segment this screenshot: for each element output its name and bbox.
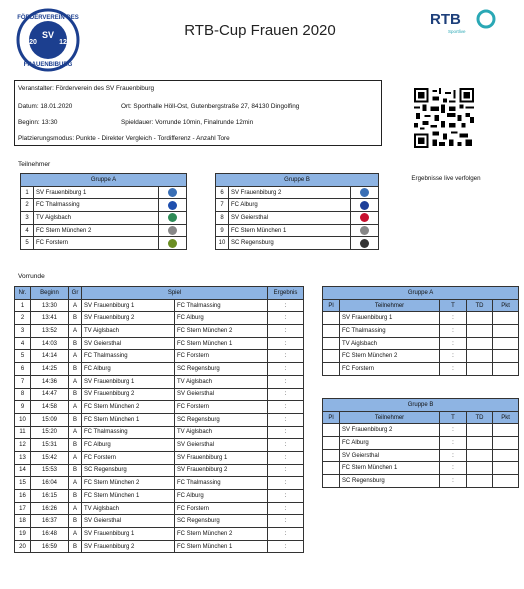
standings-place bbox=[323, 312, 340, 325]
match-result: : bbox=[268, 325, 304, 338]
team-row bbox=[21, 186, 187, 199]
match-group: B bbox=[69, 413, 82, 426]
team-number: 10 bbox=[216, 237, 229, 250]
team-row bbox=[21, 224, 187, 237]
match-number: 11 bbox=[15, 426, 31, 439]
match-row bbox=[15, 540, 304, 553]
rtb-logo bbox=[426, 8, 498, 36]
standings-place bbox=[323, 475, 340, 488]
match-group: A bbox=[69, 477, 82, 490]
match-time: 14:36 bbox=[31, 375, 69, 388]
group-a-heading: Gruppe A bbox=[21, 174, 187, 187]
match-row bbox=[15, 502, 304, 515]
match-number: 8 bbox=[15, 388, 31, 401]
match-number: 2 bbox=[15, 312, 31, 325]
match-time: 14:03 bbox=[31, 337, 69, 350]
match-time: 15:53 bbox=[31, 464, 69, 477]
team-name: FC Alburg bbox=[229, 199, 351, 212]
match-home-team: SV Frauenbiburg 1 bbox=[82, 528, 175, 541]
standings-team: FC Forstern bbox=[340, 363, 440, 376]
match-row bbox=[15, 363, 304, 376]
match-home-team: SV Frauenbiburg 2 bbox=[82, 312, 175, 325]
match-number: 19 bbox=[15, 528, 31, 541]
match-group: A bbox=[69, 375, 82, 388]
team-name: SV Frauenbiburg 1 bbox=[34, 186, 159, 199]
match-home-team: SV Frauenbiburg 2 bbox=[82, 540, 175, 553]
team-name: FC Thalmassing bbox=[34, 199, 159, 212]
match-result: : bbox=[268, 464, 304, 477]
match-result: : bbox=[268, 528, 304, 541]
match-time: 16:48 bbox=[31, 528, 69, 541]
col-pkt: Pkt bbox=[493, 411, 519, 424]
standings-points bbox=[493, 337, 519, 350]
match-number: 14 bbox=[15, 464, 31, 477]
match-home-team: FC Thalmassing bbox=[82, 350, 175, 363]
standings-place bbox=[323, 462, 340, 475]
match-group: B bbox=[69, 388, 82, 401]
standings-a-heading: Gruppe A bbox=[323, 287, 519, 300]
standings-place bbox=[323, 325, 340, 338]
col-pkt: Pkt bbox=[493, 299, 519, 312]
match-group: A bbox=[69, 299, 82, 312]
team-crest-icon bbox=[168, 188, 177, 197]
standings-place bbox=[323, 337, 340, 350]
qr-caption: Ergebnisse live verfolgen bbox=[411, 175, 481, 182]
match-number: 10 bbox=[15, 413, 31, 426]
match-away-team: FC Alburg bbox=[175, 490, 268, 503]
match-number: 9 bbox=[15, 401, 31, 414]
match-result: : bbox=[268, 439, 304, 452]
team-logo-cell bbox=[351, 199, 379, 212]
col-teilnehmer: Teilnehmer bbox=[340, 299, 440, 312]
match-number: 5 bbox=[15, 350, 31, 363]
match-group: A bbox=[69, 401, 82, 414]
match-home-team: SV Geiersthal bbox=[82, 337, 175, 350]
standings-row bbox=[323, 350, 519, 363]
match-time: 15:09 bbox=[31, 413, 69, 426]
standings-row bbox=[323, 325, 519, 338]
match-away-team: FC Forstern bbox=[175, 401, 268, 414]
match-group: A bbox=[69, 528, 82, 541]
standings-points bbox=[493, 325, 519, 338]
match-group: B bbox=[69, 464, 82, 477]
club-logo-sv: SV bbox=[41, 30, 55, 40]
date-text: Datum: 18.01.2020 bbox=[18, 103, 73, 110]
standings-team: TV Aiglsbach bbox=[340, 337, 440, 350]
team-row bbox=[216, 186, 379, 199]
standings-team: FC Stern München 2 bbox=[340, 350, 440, 363]
team-name: SC Regensburg bbox=[229, 237, 351, 250]
match-home-team: TV Aiglsbach bbox=[82, 325, 175, 338]
match-result: : bbox=[268, 451, 304, 464]
match-result: : bbox=[268, 401, 304, 414]
match-result: : bbox=[268, 388, 304, 401]
match-away-team: FC Forstern bbox=[175, 350, 268, 363]
match-time: 16:15 bbox=[31, 490, 69, 503]
team-row bbox=[216, 212, 379, 225]
match-home-team: FC Stern München 2 bbox=[82, 401, 175, 414]
match-row bbox=[15, 388, 304, 401]
match-time: 16:37 bbox=[31, 515, 69, 528]
team-number: 8 bbox=[216, 212, 229, 225]
match-away-team: FC Stern München 1 bbox=[175, 337, 268, 350]
match-result: : bbox=[268, 350, 304, 363]
match-time: 16:04 bbox=[31, 477, 69, 490]
match-number: 13 bbox=[15, 451, 31, 464]
standings-points bbox=[493, 350, 519, 363]
team-name: TV Aiglsbach bbox=[34, 212, 159, 225]
match-away-team: FC Thalmassing bbox=[175, 299, 268, 312]
match-group: B bbox=[69, 540, 82, 553]
standings-goal-diff bbox=[467, 424, 493, 437]
start-text: Beginn: 13:30 bbox=[18, 119, 58, 126]
team-row bbox=[21, 199, 187, 212]
standings-goals: : bbox=[440, 475, 467, 488]
match-row bbox=[15, 375, 304, 388]
match-time: 14:14 bbox=[31, 350, 69, 363]
match-number: 20 bbox=[15, 540, 31, 553]
standings-goals: : bbox=[440, 312, 467, 325]
match-home-team: FC Thalmassing bbox=[82, 426, 175, 439]
match-group: A bbox=[69, 325, 82, 338]
standings-row bbox=[323, 337, 519, 350]
prelim-schedule-table bbox=[14, 286, 304, 553]
standings-b-heading: Gruppe B bbox=[323, 399, 519, 412]
standings-team: SV Frauenbiburg 2 bbox=[340, 424, 440, 437]
match-home-team: SC Regensburg bbox=[82, 464, 175, 477]
standings-row bbox=[323, 363, 519, 376]
standings-row bbox=[323, 424, 519, 437]
standings-team: SC Regensburg bbox=[340, 475, 440, 488]
standings-goals: : bbox=[440, 325, 467, 338]
match-away-team: TV Aiglsbach bbox=[175, 375, 268, 388]
match-home-team: FC Stern München 2 bbox=[82, 477, 175, 490]
match-result: : bbox=[268, 540, 304, 553]
match-result: : bbox=[268, 426, 304, 439]
match-group: B bbox=[69, 312, 82, 325]
qr-code[interactable] bbox=[414, 88, 474, 148]
match-result: : bbox=[268, 515, 304, 528]
match-time: 16:59 bbox=[31, 540, 69, 553]
match-time: 13:52 bbox=[31, 325, 69, 338]
standings-team: SV Frauenbiburg 1 bbox=[340, 312, 440, 325]
standings-points bbox=[493, 312, 519, 325]
match-row bbox=[15, 312, 304, 325]
match-row bbox=[15, 477, 304, 490]
match-row bbox=[15, 337, 304, 350]
team-crest-icon bbox=[360, 188, 369, 197]
club-logo-top-text: FÖRDERVEREIN DES bbox=[17, 15, 79, 21]
team-row bbox=[21, 237, 187, 250]
club-logo-bottom-text: FRAUENBIBURG bbox=[23, 62, 73, 68]
match-group: A bbox=[69, 451, 82, 464]
match-number: 17 bbox=[15, 502, 31, 515]
standings-team: FC Alburg bbox=[340, 437, 440, 450]
match-row bbox=[15, 401, 304, 414]
col-t: T bbox=[440, 411, 467, 424]
col-pl: Pl bbox=[323, 411, 340, 424]
team-logo-cell bbox=[159, 186, 187, 199]
match-away-team: FC Stern München 1 bbox=[175, 540, 268, 553]
standings-row bbox=[323, 437, 519, 450]
team-number: 4 bbox=[21, 224, 34, 237]
standings-goals: : bbox=[440, 363, 467, 376]
match-number: 18 bbox=[15, 515, 31, 528]
standings-goal-diff bbox=[467, 337, 493, 350]
match-away-team: FC Thalmassing bbox=[175, 477, 268, 490]
match-time: 14:47 bbox=[31, 388, 69, 401]
team-logo-cell bbox=[351, 224, 379, 237]
standings-points bbox=[493, 437, 519, 450]
match-away-team: FC Stern München 2 bbox=[175, 325, 268, 338]
match-time: 13:30 bbox=[31, 299, 69, 312]
participants-group-a-table bbox=[20, 173, 187, 250]
standings-goal-diff bbox=[467, 475, 493, 488]
match-group: A bbox=[69, 426, 82, 439]
team-row bbox=[216, 237, 379, 250]
match-home-team: FC Stern München 1 bbox=[82, 490, 175, 503]
standings-goals: : bbox=[440, 424, 467, 437]
team-row bbox=[21, 212, 187, 225]
standings-goal-diff bbox=[467, 363, 493, 376]
match-away-team: SV Geiersthal bbox=[175, 388, 268, 401]
match-row bbox=[15, 528, 304, 541]
match-row bbox=[15, 451, 304, 464]
match-away-team: SV Geiersthal bbox=[175, 439, 268, 452]
team-number: 6 bbox=[216, 186, 229, 199]
prelim-heading: Vorrunde bbox=[18, 273, 45, 280]
team-crest-icon bbox=[360, 239, 369, 248]
standings-place bbox=[323, 424, 340, 437]
match-away-team: FC Alburg bbox=[175, 312, 268, 325]
match-time: 14:25 bbox=[31, 363, 69, 376]
standings-goals: : bbox=[440, 350, 467, 363]
participants-heading: Teilnehmer bbox=[18, 161, 51, 168]
team-row bbox=[216, 224, 379, 237]
team-number: 3 bbox=[21, 212, 34, 225]
standings-goal-diff bbox=[467, 350, 493, 363]
standings-points bbox=[493, 363, 519, 376]
team-row bbox=[216, 199, 379, 212]
standings-points bbox=[493, 475, 519, 488]
standings-points bbox=[493, 449, 519, 462]
standings-goal-diff bbox=[467, 312, 493, 325]
standings-place bbox=[323, 437, 340, 450]
match-group: B bbox=[69, 515, 82, 528]
col-beginn: Beginn bbox=[31, 287, 69, 300]
club-logo-year-left: 20 bbox=[29, 39, 37, 46]
team-crest-icon bbox=[360, 213, 369, 222]
match-row bbox=[15, 464, 304, 477]
match-number: 12 bbox=[15, 439, 31, 452]
match-time: 13:41 bbox=[31, 312, 69, 325]
team-name: FC Stern München 2 bbox=[34, 224, 159, 237]
group-b-heading: Gruppe B bbox=[216, 174, 379, 187]
match-number: 7 bbox=[15, 375, 31, 388]
rtb-logo-sub: Sportlive bbox=[448, 29, 466, 34]
match-result: : bbox=[268, 413, 304, 426]
match-group: A bbox=[69, 502, 82, 515]
team-name: SV Geiersthal bbox=[229, 212, 351, 225]
col-td: TD bbox=[467, 299, 493, 312]
col-teilnehmer: Teilnehmer bbox=[340, 411, 440, 424]
col-nr: Nr. bbox=[15, 287, 31, 300]
match-away-team: FC Forstern bbox=[175, 502, 268, 515]
match-row bbox=[15, 426, 304, 439]
match-time: 16:26 bbox=[31, 502, 69, 515]
match-away-team: FC Stern München 2 bbox=[175, 528, 268, 541]
match-home-team: FC Forstern bbox=[82, 451, 175, 464]
col-t: T bbox=[440, 299, 467, 312]
location-text: Ort: Sporthalle Höll-Ost, Gutenbergstraße 27, 84130 Dingolfing bbox=[121, 103, 300, 110]
standings-team: FC Stern München 1 bbox=[340, 462, 440, 475]
col-spiel: Spiel bbox=[82, 287, 268, 300]
team-logo-cell bbox=[159, 224, 187, 237]
team-name: FC Forstern bbox=[34, 237, 159, 250]
match-home-team: FC Alburg bbox=[82, 439, 175, 452]
match-home-team: SV Geiersthal bbox=[82, 515, 175, 528]
standings-team: SV Geiersthal bbox=[340, 449, 440, 462]
col-pl: Pl bbox=[323, 299, 340, 312]
page-title: RTB-Cup Frauen 2020 bbox=[184, 22, 336, 39]
match-time: 15:31 bbox=[31, 439, 69, 452]
mode-text: Platzierungsmodus: Punkte - Direkter Vergleich - Tordifferenz - Anzahl Tore bbox=[18, 135, 230, 142]
match-number: 1 bbox=[15, 299, 31, 312]
match-result: : bbox=[268, 502, 304, 515]
standings-goal-diff bbox=[467, 325, 493, 338]
standings-row bbox=[323, 462, 519, 475]
standings-goal-diff bbox=[467, 462, 493, 475]
match-away-team: SV Frauenbiburg 2 bbox=[175, 464, 268, 477]
team-crest-icon bbox=[360, 201, 369, 210]
team-number: 7 bbox=[216, 199, 229, 212]
match-time: 14:58 bbox=[31, 401, 69, 414]
duration-text: Spieldauer: Vorrunde 10min, Finalrunde 12min bbox=[121, 119, 254, 126]
team-logo-cell bbox=[351, 212, 379, 225]
rtb-logo-text: RTB bbox=[430, 11, 461, 28]
participants-group-b-table bbox=[215, 173, 379, 250]
match-number: 3 bbox=[15, 325, 31, 338]
standings-goals: : bbox=[440, 449, 467, 462]
standings-group-b-table bbox=[322, 398, 519, 488]
standings-row bbox=[323, 449, 519, 462]
match-number: 4 bbox=[15, 337, 31, 350]
team-logo-cell bbox=[159, 237, 187, 250]
team-number: 5 bbox=[21, 237, 34, 250]
match-group: B bbox=[69, 439, 82, 452]
match-home-team: FC Alburg bbox=[82, 363, 175, 376]
match-row bbox=[15, 299, 304, 312]
match-time: 15:42 bbox=[31, 451, 69, 464]
match-home-team: TV Aiglsbach bbox=[82, 502, 175, 515]
team-logo-cell bbox=[159, 199, 187, 212]
team-crest-icon bbox=[168, 213, 177, 222]
match-home-team: SV Frauenbiburg 1 bbox=[82, 299, 175, 312]
standings-place bbox=[323, 350, 340, 363]
match-away-team: TV Aiglsbach bbox=[175, 426, 268, 439]
match-result: : bbox=[268, 490, 304, 503]
col-gr: Gr bbox=[69, 287, 82, 300]
team-name: FC Stern München 1 bbox=[229, 224, 351, 237]
team-logo-cell bbox=[351, 186, 379, 199]
team-crest-icon bbox=[168, 201, 177, 210]
team-number: 1 bbox=[21, 186, 34, 199]
club-logo-year-right: 12 bbox=[59, 39, 67, 46]
standings-goal-diff bbox=[467, 437, 493, 450]
standings-goals: : bbox=[440, 337, 467, 350]
team-crest-icon bbox=[360, 226, 369, 235]
match-result: : bbox=[268, 299, 304, 312]
match-row bbox=[15, 413, 304, 426]
team-logo-cell bbox=[159, 212, 187, 225]
match-number: 16 bbox=[15, 490, 31, 503]
organizer-text: Veranstalter: Förderverein des SV Frauenbiburg bbox=[18, 85, 155, 92]
match-row bbox=[15, 325, 304, 338]
club-logo bbox=[16, 8, 80, 72]
standings-goals: : bbox=[440, 437, 467, 450]
match-group: A bbox=[69, 350, 82, 363]
match-result: : bbox=[268, 477, 304, 490]
match-group: B bbox=[69, 337, 82, 350]
match-home-team: FC Stern München 1 bbox=[82, 413, 175, 426]
standings-group-a-table bbox=[322, 286, 519, 376]
standings-points bbox=[493, 424, 519, 437]
match-result: : bbox=[268, 312, 304, 325]
match-group: B bbox=[69, 363, 82, 376]
match-time: 15:20 bbox=[31, 426, 69, 439]
match-number: 15 bbox=[15, 477, 31, 490]
match-result: : bbox=[268, 363, 304, 376]
match-row bbox=[15, 515, 304, 528]
match-away-team: SV Frauenbiburg 1 bbox=[175, 451, 268, 464]
team-crest-icon bbox=[168, 239, 177, 248]
match-row bbox=[15, 490, 304, 503]
standings-row bbox=[323, 312, 519, 325]
match-home-team: SV Frauenbiburg 1 bbox=[82, 375, 175, 388]
team-name: SV Frauenbiburg 2 bbox=[229, 186, 351, 199]
match-result: : bbox=[268, 375, 304, 388]
standings-points bbox=[493, 462, 519, 475]
standings-row bbox=[323, 475, 519, 488]
team-number: 2 bbox=[21, 199, 34, 212]
event-info-box bbox=[14, 80, 382, 146]
team-number: 9 bbox=[216, 224, 229, 237]
col-td: TD bbox=[467, 411, 493, 424]
standings-place bbox=[323, 363, 340, 376]
team-crest-icon bbox=[168, 226, 177, 235]
match-result: : bbox=[268, 337, 304, 350]
standings-goals: : bbox=[440, 462, 467, 475]
match-away-team: SC Regensburg bbox=[175, 515, 268, 528]
match-group: B bbox=[69, 490, 82, 503]
match-row bbox=[15, 439, 304, 452]
match-away-team: SC Regensburg bbox=[175, 413, 268, 426]
match-away-team: SC Regensburg bbox=[175, 363, 268, 376]
standings-goal-diff bbox=[467, 449, 493, 462]
col-ergebnis: Ergebnis bbox=[268, 287, 304, 300]
match-home-team: SV Frauenbiburg 2 bbox=[82, 388, 175, 401]
match-number: 6 bbox=[15, 363, 31, 376]
standings-place bbox=[323, 449, 340, 462]
match-row bbox=[15, 350, 304, 363]
team-logo-cell bbox=[351, 237, 379, 250]
standings-team: FC Thalmassing bbox=[340, 325, 440, 338]
